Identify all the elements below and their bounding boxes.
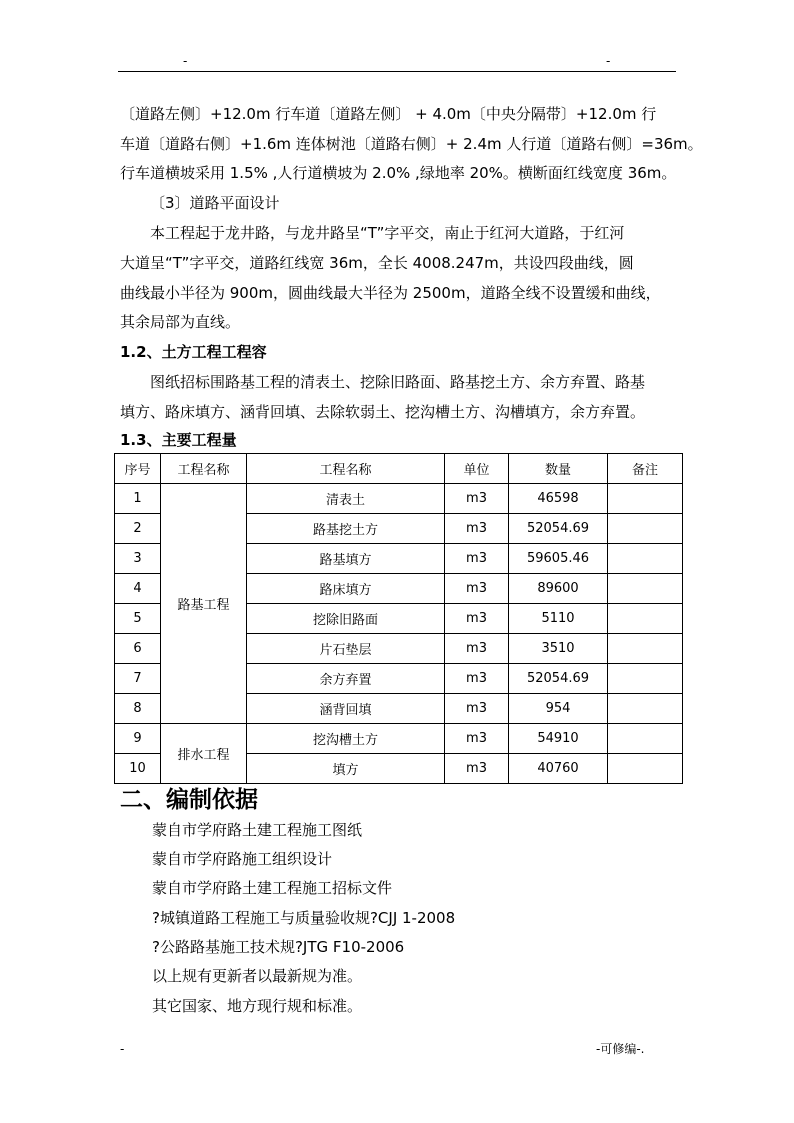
reference-item: ?公路路基施工技术规?JTG F10-2006 bbox=[152, 938, 405, 956]
row-note bbox=[608, 694, 683, 724]
row-unit: m3 bbox=[445, 484, 509, 514]
section-1-2-title: 1.2、土方工程工程容 bbox=[120, 343, 267, 361]
intro-line-3: 行车道横坡采用 1.5% ,人行道横坡为 2.0% ,绿地率 20%。横断面红线宽度 36m。 bbox=[120, 164, 677, 182]
row-item: 路床填方 bbox=[247, 574, 445, 604]
reference-item: 蒙自市学府路施工组织设计 bbox=[152, 850, 333, 868]
plan-line-4: 其余局部为直线。 bbox=[120, 313, 241, 331]
row-item: 填方 bbox=[247, 754, 445, 784]
row-no: 7 bbox=[115, 664, 161, 694]
table-row bbox=[115, 484, 683, 514]
table-row bbox=[115, 724, 683, 754]
row-qty: 52054.69 bbox=[509, 514, 608, 544]
row-note bbox=[608, 484, 683, 514]
group-drainage: 排水工程 bbox=[161, 724, 247, 784]
row-qty: 54910 bbox=[509, 724, 608, 754]
footer-left-mark: - bbox=[120, 1042, 125, 1056]
row-no: 8 bbox=[115, 694, 161, 724]
row-qty: 89600 bbox=[509, 574, 608, 604]
row-note bbox=[608, 544, 683, 574]
row-no: 6 bbox=[115, 634, 161, 664]
row-no: 9 bbox=[115, 724, 161, 754]
section-2-title: 二、编制依据 bbox=[120, 787, 258, 813]
header-qty: 数量 bbox=[509, 454, 608, 484]
header-note: 备注 bbox=[608, 454, 683, 484]
reference-item: 蒙自市学府路土建工程施工图纸 bbox=[152, 821, 363, 839]
section-1-2-line-1: 图纸招标围路基工程的清表土、挖除旧路面、路基挖土方、余方弃置、路基 bbox=[150, 373, 646, 391]
row-unit: m3 bbox=[445, 514, 509, 544]
row-no: 1 bbox=[115, 484, 161, 514]
row-note bbox=[608, 754, 683, 784]
row-no: 2 bbox=[115, 514, 161, 544]
row-note bbox=[608, 664, 683, 694]
row-no: 5 bbox=[115, 604, 161, 634]
row-unit: m3 bbox=[445, 724, 509, 754]
subsection-3-title: 〔3〕道路平面设计 bbox=[150, 194, 280, 212]
row-unit: m3 bbox=[445, 754, 509, 784]
row-unit: m3 bbox=[445, 574, 509, 604]
row-qty: 954 bbox=[509, 694, 608, 724]
row-item: 涵背回填 bbox=[247, 694, 445, 724]
row-qty: 46598 bbox=[509, 484, 608, 514]
footer-editable-note: -可修编-. bbox=[596, 1042, 645, 1056]
row-note bbox=[608, 724, 683, 754]
row-unit: m3 bbox=[445, 664, 509, 694]
row-item: 挖除旧路面 bbox=[247, 604, 445, 634]
row-item: 余方弃置 bbox=[247, 664, 445, 694]
section-1-2-line-2: 填方、路床填方、涵背回填、去除软弱土、挖沟槽土方、沟槽填方，余方弃置。 bbox=[120, 403, 646, 421]
row-qty: 5110 bbox=[509, 604, 608, 634]
row-note bbox=[608, 574, 683, 604]
header-left-mark: - bbox=[183, 54, 188, 68]
row-unit: m3 bbox=[445, 604, 509, 634]
row-item: 路基填方 bbox=[247, 544, 445, 574]
row-note bbox=[608, 514, 683, 544]
row-no: 10 bbox=[115, 754, 161, 784]
row-item: 清表土 bbox=[247, 484, 445, 514]
row-unit: m3 bbox=[445, 544, 509, 574]
row-item: 挖沟槽土方 bbox=[247, 724, 445, 754]
row-qty: 3510 bbox=[509, 634, 608, 664]
reference-item: 其它国家、地方现行规和标准。 bbox=[152, 997, 363, 1015]
reference-item: 蒙自市学府路土建工程施工招标文件 bbox=[152, 879, 393, 897]
header-unit: 单位 bbox=[445, 454, 509, 484]
row-qty: 40760 bbox=[509, 754, 608, 784]
reference-item: 以上规有更新者以最新规为准。 bbox=[152, 967, 363, 985]
row-item: 片石垫层 bbox=[247, 634, 445, 664]
row-unit: m3 bbox=[445, 694, 509, 724]
intro-line-1: 〔道路左侧〕+12.0m 行车道〔道路左侧〕 + 4.0m〔中央分隔带〕+12.0m 行 bbox=[120, 105, 657, 123]
reference-item: ?城镇道路工程施工与质量验收规?CJJ 1-2008 bbox=[152, 909, 456, 927]
row-unit: m3 bbox=[445, 634, 509, 664]
plan-line-3: 曲线最小半径为 900m，圆曲线最大半径为 2500m，道路全线不设置缓和曲线， bbox=[120, 284, 661, 302]
intro-line-2: 车道〔道路右侧〕+1.6m 连体树池〔道路右侧〕+ 2.4m 人行道〔道路右侧〕=36m。 bbox=[120, 135, 703, 153]
row-qty: 59605.46 bbox=[509, 544, 608, 574]
row-note bbox=[608, 604, 683, 634]
group-roadbed: 路基工程 bbox=[161, 484, 247, 724]
table-header-row bbox=[115, 454, 683, 484]
row-no: 4 bbox=[115, 574, 161, 604]
header-right-mark: - bbox=[606, 54, 611, 68]
quantities-table bbox=[114, 453, 683, 784]
header-no: 序号 bbox=[115, 454, 161, 484]
header-item: 工程名称 bbox=[247, 454, 445, 484]
row-no: 3 bbox=[115, 544, 161, 574]
header-group: 工程名称 bbox=[161, 454, 247, 484]
header-rule bbox=[118, 71, 676, 72]
plan-line-2: 大道呈“T”字平交，道路红线宽 36m，全长 4008.247m，共设四段曲线，圆 bbox=[120, 254, 634, 272]
row-note bbox=[608, 634, 683, 664]
plan-line-1: 本工程起于龙井路，与龙井路呈“T”字平交，南止于红河大道路，于红河 bbox=[150, 224, 625, 242]
section-1-3-title: 1.3、主要工程量 bbox=[120, 431, 237, 449]
row-item: 路基挖土方 bbox=[247, 514, 445, 544]
row-qty: 52054.69 bbox=[509, 664, 608, 694]
